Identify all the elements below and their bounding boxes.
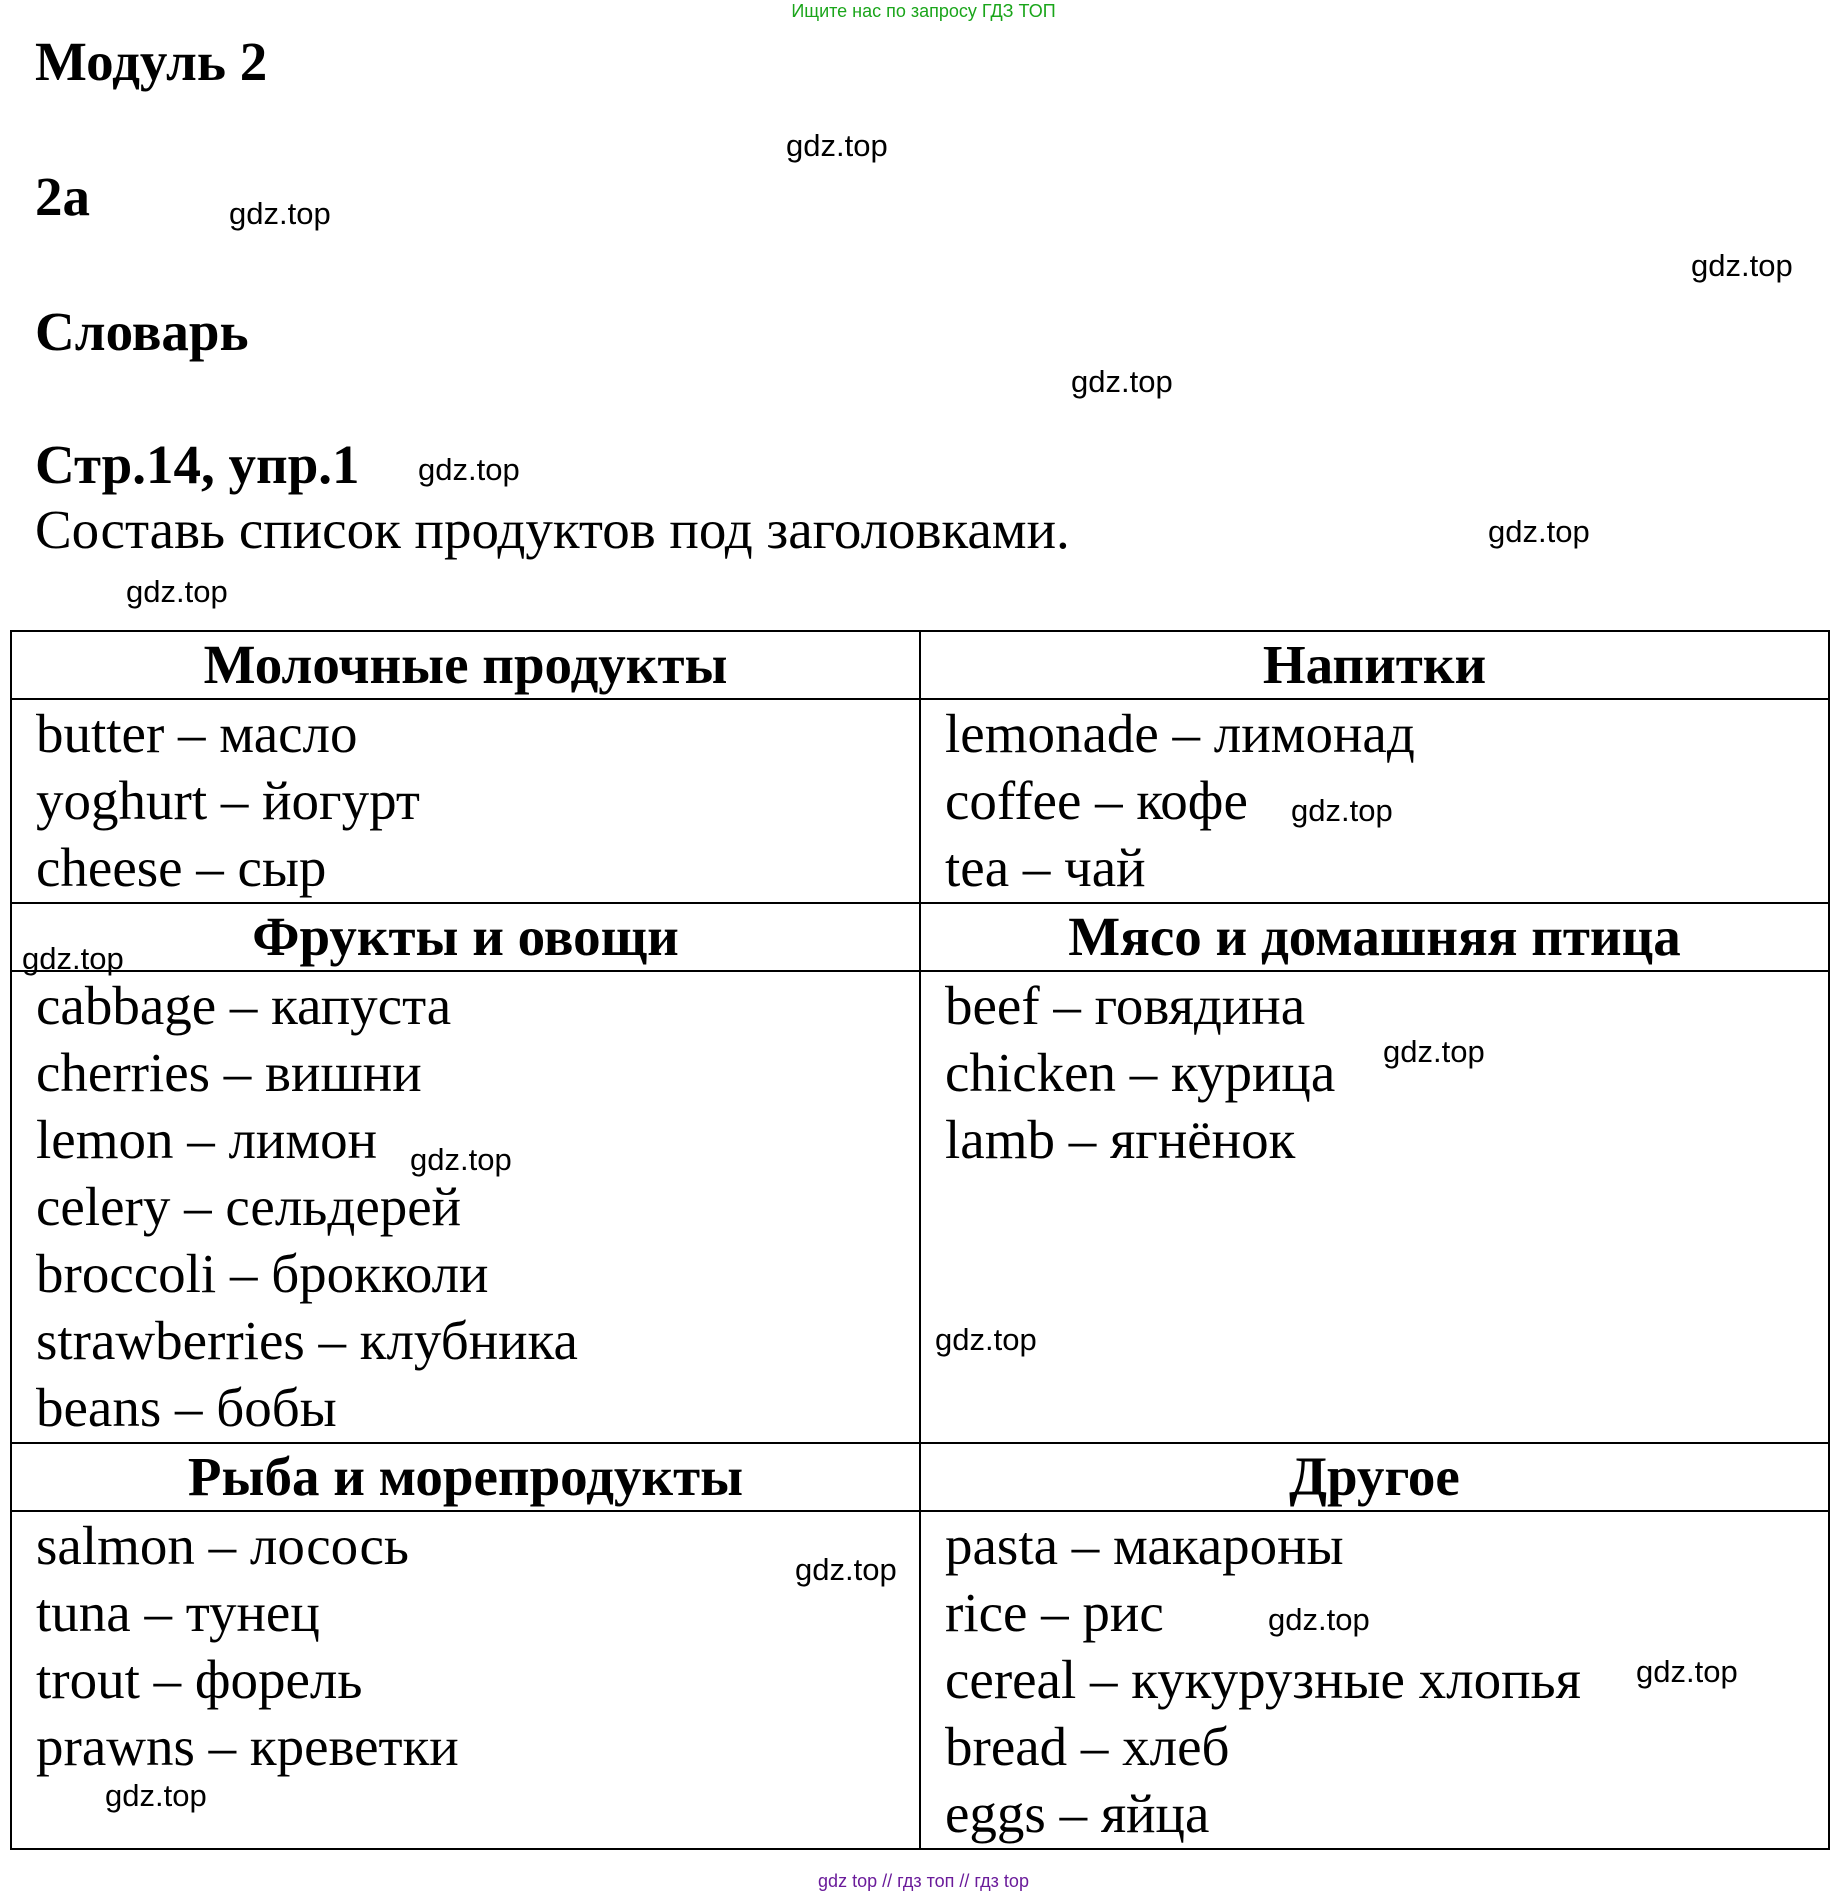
list-meat-poultry (921, 972, 1828, 1173)
header-row-1 (11, 631, 1829, 699)
header-other: Другое (920, 1443, 1829, 1511)
lesson-title: 2a (35, 166, 90, 227)
watermark: gdz.top (1691, 248, 1793, 283)
list-dairy (12, 700, 919, 901)
cell-meat-poultry (920, 971, 1829, 1443)
watermark: gdz.top (1636, 1654, 1738, 1689)
list-item: cabbage – капуста (36, 975, 452, 1036)
cell-fruit-veg (11, 971, 920, 1443)
watermark: gdz.top (410, 1142, 512, 1177)
watermark: gdz.top (1291, 793, 1393, 828)
list-item: lemon – лимон (36, 1109, 378, 1170)
cell-dairy (11, 699, 920, 903)
list-fruit-veg (12, 972, 919, 1441)
list-item: cheese – сыр (36, 837, 327, 898)
watermark: gdz.top (795, 1552, 897, 1587)
watermark: gdz.top (105, 1778, 207, 1813)
header-row-2 (11, 903, 1829, 971)
list-item: coffee – кофе (945, 770, 1248, 831)
items-row-1 (11, 699, 1829, 903)
list-item: rice – рис (945, 1582, 1164, 1643)
watermark: gdz.top (1268, 1602, 1370, 1637)
list-item: broccoli – брокколи (36, 1243, 489, 1304)
watermark: gdz.top (935, 1322, 1037, 1357)
watermark: gdz.top (22, 941, 124, 976)
list-item: celery – сельдерей (36, 1176, 462, 1237)
header-row-3 (11, 1443, 1829, 1511)
watermark: gdz.top (1383, 1034, 1485, 1069)
section-title: Словарь (35, 301, 249, 362)
list-item: lemonade – лимонад (945, 703, 1415, 764)
watermark: gdz.top (1488, 514, 1590, 549)
list-item: tuna – тунец (36, 1582, 320, 1643)
list-item: butter – масло (36, 703, 358, 764)
list-item: tea – чай (945, 837, 1146, 898)
list-item: strawberries – клубника (36, 1310, 578, 1371)
footer-watermark: gdz top // гдз топ // гдз top (818, 1871, 1029, 1891)
list-item: yoghurt – йогурт (36, 770, 420, 831)
list-item: pasta – макароны (945, 1515, 1344, 1576)
watermark: gdz.top (229, 196, 331, 231)
watermark: gdz.top (786, 128, 888, 163)
list-fish-seafood (12, 1512, 919, 1780)
items-row-2 (11, 971, 1829, 1443)
header-fish-seafood: Рыба и морепродукты (11, 1443, 920, 1511)
list-item: cereal – кукурузные хлопья (945, 1649, 1581, 1710)
list-item: cherries – вишни (36, 1042, 422, 1103)
list-item: salmon – лосось (36, 1515, 409, 1576)
top-banner: Ищите нас по запросу ГДЗ ТОП (791, 1, 1056, 21)
list-item: trout – форель (36, 1649, 363, 1710)
header-meat-poultry: Мясо и домашняя птица (920, 903, 1829, 971)
items-row-3 (11, 1511, 1829, 1849)
header-dairy: Молочные продукты (11, 631, 920, 699)
exercise-title: Стр.14, упр.1 (35, 434, 360, 495)
watermark: gdz.top (1071, 364, 1173, 399)
header-drinks: Напитки (920, 631, 1829, 699)
list-item: chicken – курица (945, 1042, 1336, 1103)
list-item: beans – бобы (36, 1377, 337, 1438)
header-fruit-veg: Фрукты и овощи (11, 903, 920, 971)
module-title: Модуль 2 (35, 31, 268, 92)
instruction-text: Составь список продуктов под заголовками. (35, 499, 1070, 560)
list-item: bread – хлеб (945, 1716, 1230, 1777)
watermark: gdz.top (418, 452, 520, 487)
list-item: prawns – креветки (36, 1716, 459, 1777)
watermark: gdz.top (126, 574, 228, 609)
list-item: eggs – яйца (945, 1783, 1210, 1844)
food-category-table (10, 630, 1830, 1850)
list-item: lamb – ягнёнок (945, 1109, 1296, 1170)
list-item: beef – говядина (945, 975, 1306, 1036)
